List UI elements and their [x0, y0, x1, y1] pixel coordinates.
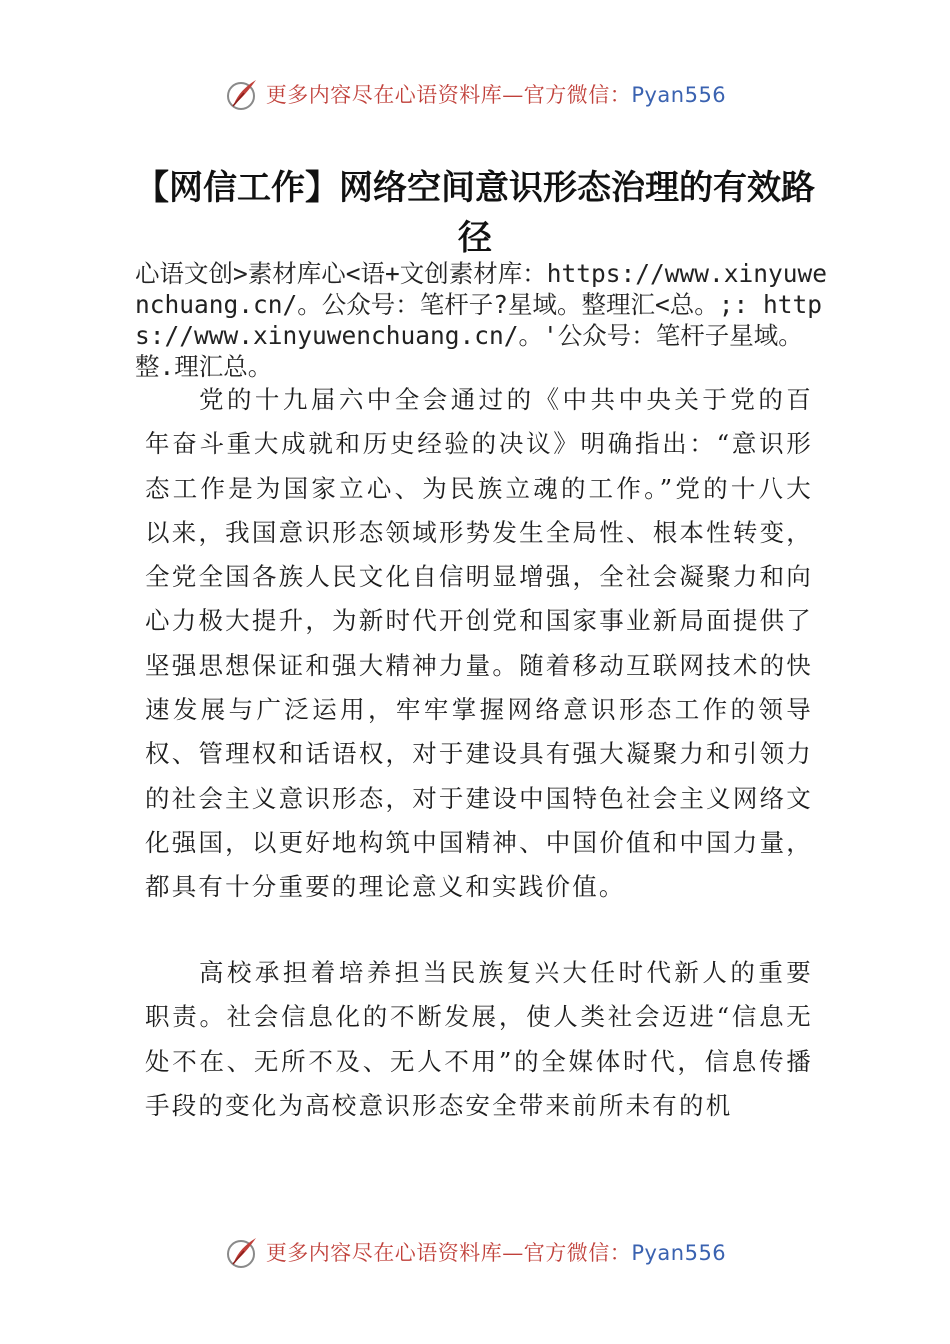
body-paragraph: 党的十九届六中全会通过的《中共中央关于党的百年奋斗重大成就和历史经验的决议》明确指出：“意识形态工作是为国家立心、为民族立魂的工作。”党的十八大以来，我国意识形态领域形势发生全局性、根本性转变，全党全国各族人民文化自信明显增强，全社会凝聚力和向心力极大提升，为新时代开创党和国家事业新局面提供了坚强思想保证和强大精神力量。随着移动互联网技术的快速发展与广泛运用，牢牢掌握网络意识形态工作的领导权、管理权和话语权，对于建设具有强大凝聚力和引领力的社会主义意识形态，对于建设中国特色社会主义网络文化强国，以更好地构筑中国精神、中国价值和中国力量，都具有十分重要的理论意义和实践价值。 — [145, 385, 813, 902]
header-watermark-banner — [0, 70, 950, 118]
body-paragraph: 高校承担着培养担当民族复兴大任时代新人的重要职责。社会信息化的不断发展，使人类社会迈进“信息无处不在、无所不及、无人不用”的全媒体时代，信息传播手段的变化为高校意识形态安全带来前所未有的机 — [145, 958, 813, 1120]
footer-wechat-id: Pyan556 — [631, 1241, 727, 1265]
feather-logo-icon — [224, 1234, 260, 1270]
source-note: 心语文创>素材库心<语+文创素材库：https://www.xinyuwenchuang.cn/。公众号：笔杆子?星域。整理汇<总。;: https://www.xinyuwenchuang.cn/。'公众号：笔杆子星域。整.理汇总。 — [135, 259, 828, 381]
footer-banner-text: 更多内容尽在心语资料库—官方微信：Pyan556 — [265, 1241, 727, 1265]
feather-logo-icon — [224, 76, 260, 112]
footer-watermark-banner — [0, 1228, 950, 1276]
page-title: 【网信工作】网络空间意识形态治理的有效路径 — [135, 168, 815, 258]
header-banner-text: 更多内容尽在心语资料库—官方微信：Pyan556 — [265, 83, 727, 107]
header-wechat-id: Pyan556 — [631, 83, 727, 107]
